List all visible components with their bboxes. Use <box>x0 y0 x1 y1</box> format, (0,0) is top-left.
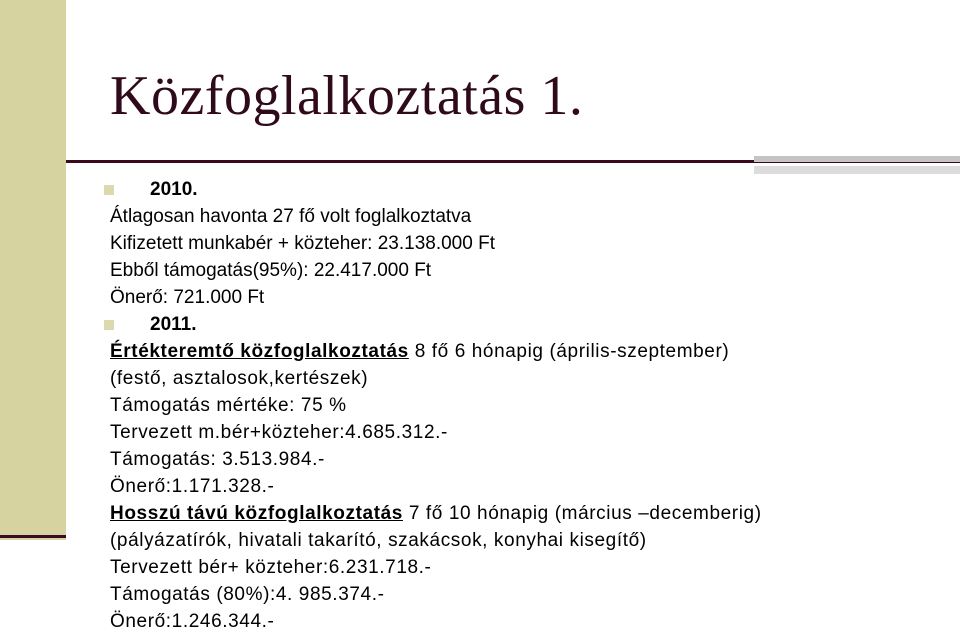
text-line: Tervezett bér+ közteher:6.231.718.- <box>110 557 432 578</box>
year-heading: 2010. <box>150 179 198 200</box>
bullet-square-icon <box>104 320 114 330</box>
slide-content <box>110 176 955 635</box>
text-line: Kifizetett munkabér + közteher: 23.138.000 Ft <box>110 233 495 254</box>
slide-title: Közfoglalkoztatás 1. <box>110 65 584 127</box>
text-line: Önerő:1.171.328.- <box>110 476 275 497</box>
text-line: Ebből támogatás(95%): 22.417.000 Ft <box>110 260 432 281</box>
text-line: (pályázatírók, hivatali takarító, szakácsok, konyhai kisegítő) <box>110 530 647 551</box>
bullet-2011 <box>110 311 955 338</box>
text-line: Önerő:1.246.344.- <box>110 611 275 632</box>
program-line <box>110 500 955 527</box>
program-name: Értékteremtő közfoglalkoztatás <box>110 341 409 362</box>
program-name: Hosszú távú közfoglalkoztatás <box>110 503 403 524</box>
year-heading: 2011. <box>150 314 197 335</box>
program-line <box>110 338 955 365</box>
bullet-2010 <box>110 176 955 203</box>
decor-bar-bottom <box>754 166 960 174</box>
text-line: Támogatás (80%):4. 985.374.- <box>110 584 385 605</box>
text-line: Támogatás: 3.513.984.- <box>110 449 325 470</box>
text-line: Támogatás mértéke: 75 % <box>110 395 347 416</box>
bullet-square-icon <box>104 185 114 195</box>
text-line: Önerő: 721.000 Ft <box>110 287 265 308</box>
decor-bar-top <box>754 156 960 162</box>
side-decor-band <box>0 0 66 540</box>
text-line: Tervezett m.bér+közteher:4.685.312.- <box>110 422 448 443</box>
text-line: Átlagosan havonta 27 fő volt foglalkoztatva <box>110 206 472 227</box>
program-desc: 8 fő 6 hónapig (április-szeptember) <box>408 341 730 362</box>
side-decor-rule <box>0 535 66 538</box>
text-line: (festő, asztalosok,kertészek) <box>110 368 369 389</box>
program-desc: 7 fő 10 hónapig (március –decemberig) <box>402 503 762 524</box>
